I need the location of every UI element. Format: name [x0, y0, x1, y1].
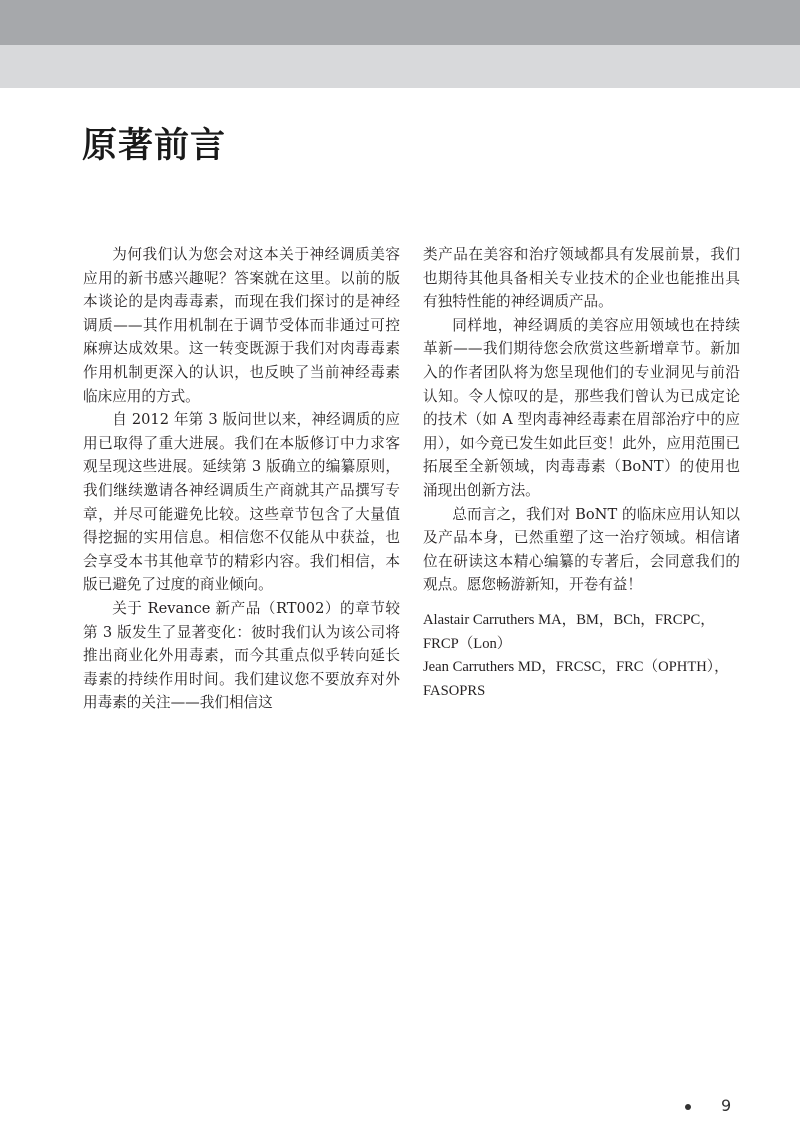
paragraph-1: 为何我们认为您会对这本关于神经调质美容应用的新书感兴趣呢？答案就在这里。以前的版本谈论的是肉毒毒素，而现在我们探讨的是神经调质——其作用机制在于调节受体而非通过可控麻痹达成效果。这一转变既源于我们对肉毒毒素作用机制更深入的认识，也反映了当前神经毒素临床应用的方式。	[83, 246, 400, 405]
paragraph-3-continuation: 类产品在美容和治疗领域都具有发展前景，我们也期待其他具备相关专业技术的企业也能推出具有独特性能的神经调质产品。	[423, 246, 740, 311]
paragraph-4: 同样地，神经调质的美容应用领域也在持续革新——我们期待您会欣赏这些新增章节。新加入的作者团队将为您呈现他们的专业洞见与前沿认知。令人惊叹的是，那些我们曾认为已成定论的技术（如 A 型肉毒神经毒素在眉部治疗中的应用），如今竟已发生如此巨变！此外，应用范围已拓展至全新领域，肉毒毒素（BoNT）的使用也涌现出创新方法。	[423, 316, 740, 499]
author-2: Jean Carruthers MD，FRCSC，FRC（OPHTH），FASOPRS	[423, 659, 729, 699]
bullet-icon	[685, 1104, 691, 1110]
page-footer	[685, 1096, 731, 1115]
page-title: 原著前言	[82, 126, 227, 166]
page-number: 9	[721, 1096, 732, 1115]
author-1: Alastair Carruthers MA，BM，BCh，FRCPC，FRCP（Lon）	[423, 611, 715, 652]
paragraph-3: 关于 Revance 新产品（RT002）的章节较第 3 版发生了显著变化：彼时我们认为该公司将推出商业化外用毒素，而今其重点似乎转向延长毒素的持续作用时间。我们建议您不要放弃对外用毒素的关注——我们相信这	[83, 599, 400, 712]
paragraph-5: 总而言之，我们对 BoNT 的临床应用认知以及产品本身，已然重塑了这一治疗领域。相信诸位在研读这本精心编纂的专著后，会同意我们的观点。愿您畅游新知，开卷有益！	[423, 505, 740, 594]
left-column	[83, 243, 400, 715]
author-signature-block	[423, 609, 740, 703]
right-column	[423, 243, 740, 703]
paragraph-2: 自 2012 年第 3 版问世以来，神经调质的应用已取得了重大进展。我们在本版修订中力求客观呈现这些进展。延续第 3 版确立的编纂原则，我们继续邀请各神经调质生产商就其产品撰写专章，并尽可能避免比较。这些章节包含了大量值得挖掘的实用信息。相信您不仅能从中获益，也会享受本书其他章节的精彩内容。我们相信，本版已避免了过度的商业倾向。	[83, 411, 400, 594]
header-band-dark	[0, 0, 800, 45]
header-band-light	[0, 45, 800, 88]
